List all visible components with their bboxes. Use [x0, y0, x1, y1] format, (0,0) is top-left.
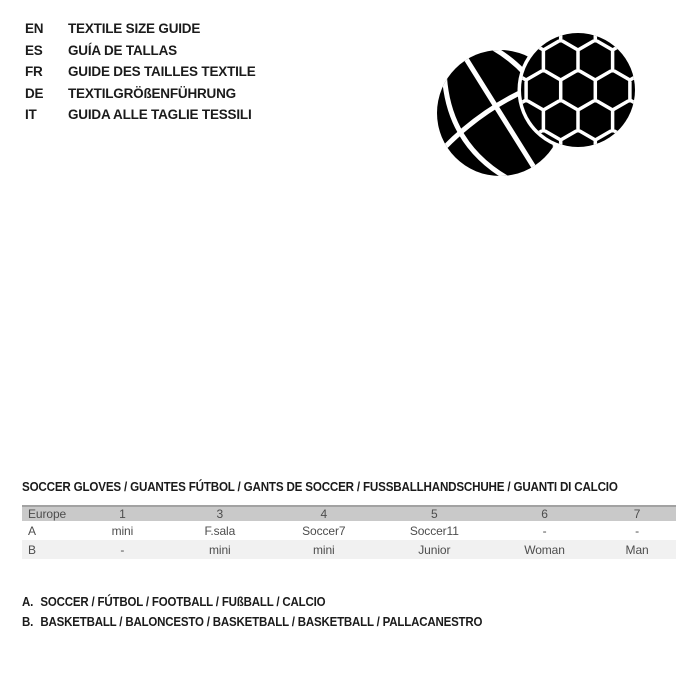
legend-label: SOCCER / FÚTBOL / FOOTBALL / FUßBALL / CALCIO [40, 595, 326, 609]
table-cell: mini [312, 542, 335, 557]
table-cell: Soccer7 [302, 523, 346, 538]
table-header-cell: 4 [320, 507, 328, 521]
table-row-a [22, 521, 676, 540]
legend-label: BASKETBALL / BALONCESTO / BASKETBALL / BASKETBALL / PALLACANESTRO [40, 615, 483, 629]
row-label: B [28, 542, 36, 557]
language-row-fr [25, 61, 256, 83]
table-header-cell: 3 [216, 507, 224, 521]
table-header-row [22, 506, 676, 521]
language-row-de [25, 83, 256, 105]
table-cell: F.sala [204, 523, 236, 538]
table-cell: mini [209, 542, 231, 557]
table-header-cell: 5 [431, 507, 438, 521]
language-label: TEXTILGRÖßENFÜHRUNG [68, 85, 236, 101]
language-label: GUÍA DE TALLAS [68, 42, 177, 58]
table-cell: Woman [524, 542, 565, 557]
table-header-cell: 6 [541, 507, 548, 521]
language-code: DE [25, 85, 44, 101]
size-table-title: SOCCER GLOVES / GUANTES FÚTBOL / GANTS DE SOCCER / FUSSBALLHANDSCHUHE / GUANTI DI CALCIO [22, 480, 618, 494]
table-cell: Soccer11 [409, 523, 459, 538]
language-code: IT [25, 107, 37, 122]
language-label: TEXTILE SIZE GUIDE [68, 21, 201, 36]
legend-row-b [22, 612, 482, 632]
table-cell: - [542, 523, 547, 538]
table-header-cell: 7 [633, 507, 641, 521]
sport-legend [22, 592, 522, 632]
table-cell: Man [625, 542, 649, 557]
language-row-en [25, 18, 256, 40]
language-label: GUIDA ALLE TAGLIE TESSILI [68, 107, 252, 122]
language-row-it [25, 104, 256, 126]
table-cell: Junior [418, 542, 451, 557]
table-row-b [22, 540, 676, 559]
table-cell: - [635, 523, 640, 538]
language-code: FR [25, 64, 43, 79]
table-cell: mini [111, 523, 134, 538]
row-label: A [28, 523, 36, 538]
legend-key: B. [22, 615, 34, 629]
table-header-cell: 1 [119, 507, 126, 521]
language-code: EN [25, 21, 44, 36]
language-list [25, 18, 256, 126]
table-cell: - [120, 542, 125, 557]
table-header-cell: Europe [28, 507, 67, 521]
legend-row-a [22, 592, 482, 612]
legend-key: A. [22, 595, 34, 609]
size-table [22, 505, 676, 559]
basketball-soccer-icon [430, 26, 635, 176]
language-label: GUIDE DES TAILLES TEXTILE [68, 64, 256, 79]
language-code: ES [25, 42, 43, 58]
language-row-es [25, 40, 256, 62]
